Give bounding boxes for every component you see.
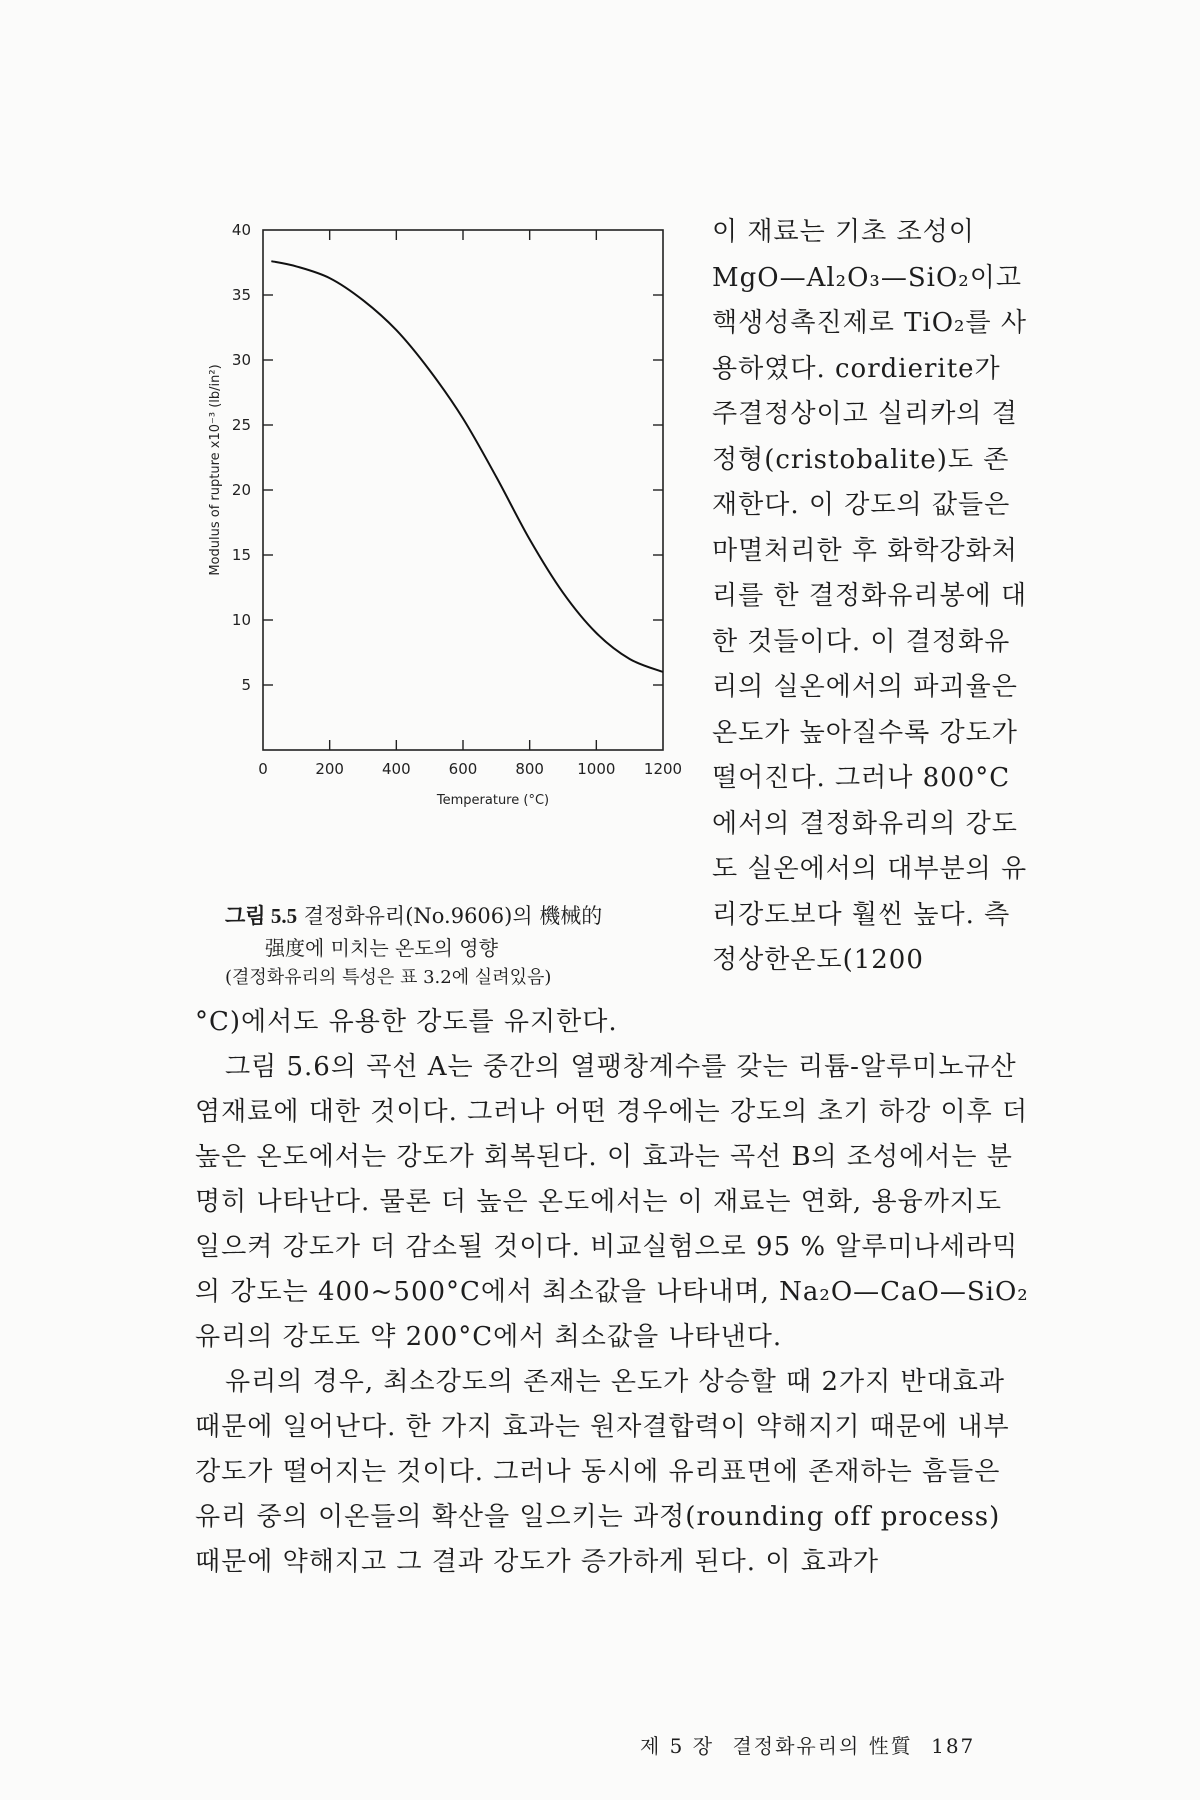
side-column-text [712,210,1032,984]
x-tick-label: 600 [448,760,478,778]
paragraph-3: 유리의 경우, 최소강도의 존재는 온도가 상승할 때 2가지 반대효과 때문에 일어난다. 한 가지 효과는 원자결합력이 약해지기 때문에 내부강도가 떨어지는 것이다. 그러나 동시에 유리표면에 존재하는 흠들은 유리 중의 이온들의 확산을 일으키는 과정(rounding off process) 때문에 약해지고 그 결과 강도가 증가하게 된다. 이 효과가 [195,1367,1010,1577]
footer-chapter: 제 5 장 [640,1734,715,1758]
caption-line-1 [225,900,705,933]
paragraph-2: 그림 5.6의 곡선 A는 중간의 열팽창계수를 갖는 리튬-알루미노규산염재료에 대한 것이다. 그러나 어떤 경우에는 강도의 초기 하강 이후 더 높은 온도에서는 강도가 회복된다. 이 효과는 곡선 B의 조성에서는 분명히 나타난다. 물론 더 높은 온도에서는 이 재료는 연화, 용융까지도 일으켜 강도가 더 감소될 것이다. 비교실험으로 95 % 알루미나세라믹의 강도는 400~500°C에서 최소값을 나타내며, Na₂O—CaO—SiO₂ 유리의 강도도 약 200°C에서 최소값을 나타낸다. [195,1052,1029,1352]
x-tick-label: 400 [382,760,411,778]
caption-line-3: (결정화유리의 특성은 표 3.2에 실려있음) [225,966,552,988]
side-paragraph: 이 재료는 기초 조성이 MgO—Al₂O₃—SiO₂이고 핵생성촉진제로 TiO₂를 사용하였다. cordierite가 주결정상이고 실리카의 결정형(cristobalite)도 존재한다. 이 강도의 값들은 마멸처리한 후 화학강화처리를 한 결정화유리봉에 대한 것들이다. 이 결정화유리의 실온에서의 파괴율은 온도가 높아질수록 강도가 떨어진다. 그러나 800°C에서의 결정화유리의 강도도 실온에서의 대부분의 유리강도보다 훨씬 높다. 측정상한온도(1200 [712,217,1028,975]
figure-caption [225,900,705,991]
y-tick-label: 35 [231,286,251,304]
y-axis-label: Modulus of rupture x10⁻³ (lb/in²) [208,364,223,576]
page-footer [640,1730,1040,1759]
x-tick-label: 800 [515,760,544,778]
caption-line-2: 强度에 미치는 온도의 영향 [265,935,498,960]
footer-title: 결정화유리의 性質 [732,1734,913,1758]
plot-frame [263,230,663,750]
y-tick-label: 40 [231,221,251,239]
strength-curve [271,261,663,672]
x-axis-label: Temperature (°C) [436,793,550,808]
y-tick-label: 5 [241,676,251,694]
y-tick-label: 10 [231,611,251,629]
page-number: 187 [931,1734,976,1758]
figure-5-5 [195,210,715,988]
caption-label: 그림 5.5 [225,904,298,928]
y-tick-label: 30 [231,351,251,369]
y-tick-label: 20 [231,481,251,499]
y-tick-label: 15 [231,546,251,564]
body-text [195,1000,1035,1585]
continuation-line: °C)에서도 유용한 강도를 유지한다. [195,1007,618,1037]
x-tick-label: 200 [315,760,344,778]
x-tick-label: 0 [258,760,268,778]
x-tick-label: 1200 [643,760,683,778]
caption-text-1: 결정화유리(No.9606)의 機械的 [303,904,603,928]
x-tick-label: 1000 [577,760,616,778]
y-tick-label: 25 [231,416,251,434]
strength-temperature-chart [195,210,715,870]
